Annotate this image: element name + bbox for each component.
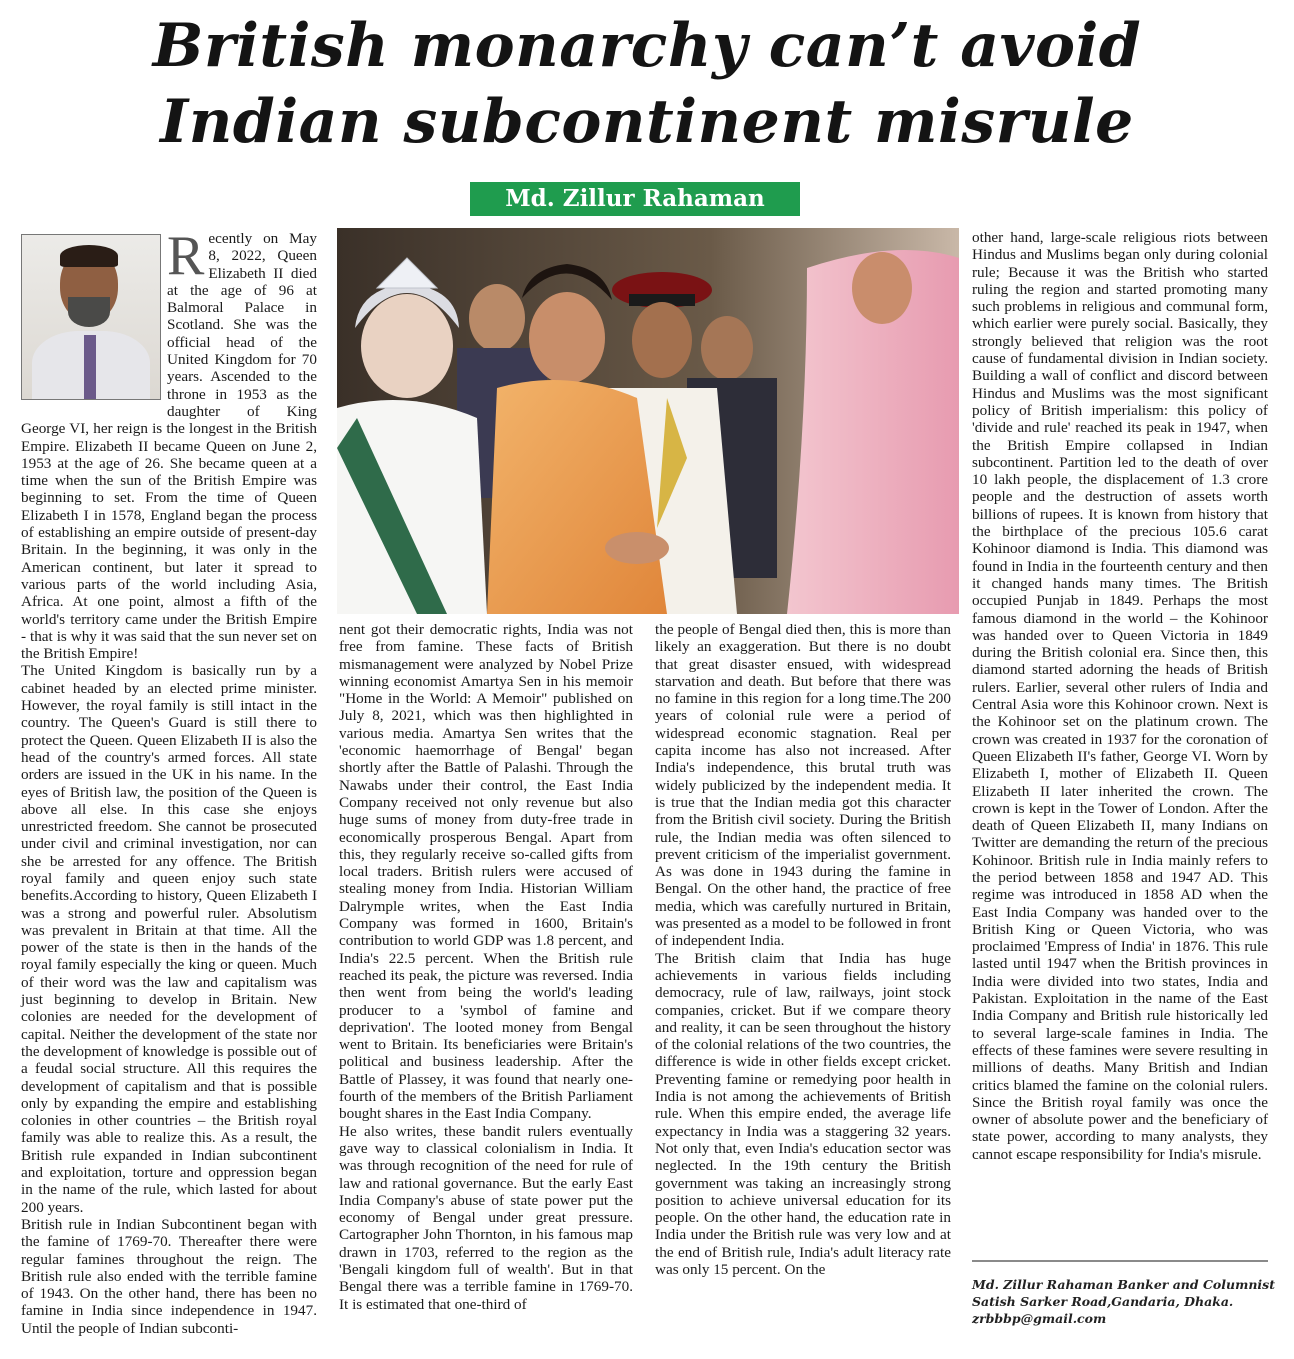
byline-badge: Md. Zillur Rahaman <box>470 182 800 216</box>
author-footer <box>972 1276 1275 1327</box>
paragraph: British rule in Indian Subcontinent began with the famine of 1769-70. Thereafter there were regular famines throughout the reign. The British rule also ended with the terrible famine of 1943. On the other hand, there has been no famine in India since independence in 1947. Until the people of Indian subconti- <box>21 1215 317 1337</box>
paragraph: ecently on May 8, 2022, Queen Elizabeth II died at the age of 96 at Balmoral Palace in Scotland. She was the official head of the United Kingdom for 70 years. Ascended to the throne in 1953 as the daughter of King George VI, her reign is the longest in the British Empire. Elizabeth II became Queen on June 2, 1953 at the age of 26. She became queen at a time when the sun of the British Empire was beginning to set. From the time of Queen Elizabeth I in 1578, England began the process of establishing an empire outside of present-day Britain. In the beginning, it was only in the American continent, but later it spread to various parts of the world including Asia, Africa. At one point, almost a fifth of the world's territory came under the British Empire - that is why it was said that the sun never set on the British Empire! <box>21 230 317 663</box>
paragraph: nent got their democratic rights, India was not free from famine. These facts of British mismanagement were analyzed by Nobel Prize winning economist Amartya Sen in his memoir "Home in the World: A Memoir" published on July 8, 2021, which was then highlighted in various media. Amartya Sen writes that the 'economic haemorrhage of Bengal' began shortly after the Battle of Palashi. Through the Nawabs under their control, the East India Company received not only revenue but also huge sums of money from duty-free trade in economically prosperous Bengal. Apart from this, they regularly receive so-called gifts from local traders. British rulers were accused of stealing money from India. Historian William Dalrymple writes, when the East India Company was formed in 1600, Britain's contribution to world GDP was 1.8 percent, and India's 22.5 percent. When the British rule reached its peak, the picture was reversed. India then went from being the world's leading producer to a 'symbol of famine and deprivation'. The looted money from Bengal went to Britain. Its beneficiaries were Britain's political and business leadership. After the Battle of Plassey, it was found that nearly one-fourth of the members of the British Parliament bought shares in the East India Company. <box>339 621 633 1123</box>
paragraph: The British claim that India has huge achievements in various fields including democracy, rule of law, railways, joint stock companies, cricket. But if we compare theory and reality, it can be seen throughout the history of the colonial relations of the two countries, the difference is wide in other fields except cricket. Preventing famine or remedying poor health in India is not among the achievements of British rule. When this empire ended, the average life expectancy in India was a staggering 32 years. Not only that, even India's education sector was neglected. In the 19th century the British government was taking an increasingly strong position to achieve universal education for its people. On the other hand, the education rate in India under the British rule was very low and at the end of British rule, India's adult literacy rate was only 15 percent. On the <box>655 949 951 1278</box>
article-column-2 <box>339 621 633 1313</box>
article-column-3 <box>655 621 951 1278</box>
paragraph: other hand, large-scale religious riots between Hindus and Muslims began only during colonial rule; Because it was the British who started ruling the region and started promoting many such problems in religious and communal form, which earlier were purely social. Basically, they strongly believed that religion was the root cause of fundamental division in Indian society. Building a wall of conflict and discord between Hindus and Muslims was the most significant policy of British imperialism: this policy of 'divide and rule' reached its peak in 1947, when the British Empire collapsed in Indian subcontinent. Partition led to the death of over 10 lakh people, the displacement of 1.3 crore people and the destruction of assets worth billions of rupees. It is known from history that the birthplace of the precious 105.6 carat Kohinoor diamond is India. This diamond was found in India in the fourteenth century and then it changed hands many times. The British occupied Punjab in 1849. Perhaps the most famous diamond in the world – the Kohinoor was handed over to Queen Victoria in 1849 during the British colonial era. Since then, this diamond started adorning the heads of British rulers. Earlier, several other rulers of India and Central Asia wore this Kohinoor crown. Next is the Kohinoor set on the platinum crown. The crown was created in 1937 for the coronation of Queen Elizabeth II's father, George VI. Worn by Elizabeth I, mother of Elizabeth II. Queen Elizabeth II later inherited the crown. The crown is kept in the Tower of London. After the death of Queen Elizabeth II, many Indians on Twitter are demanding the return of the precious Kohinoor. British rule in India mainly refers to the period between 1858 and 1947 AD. This regime was introduced in 1858 AD when the East India Company was handed over to the British King or Queen Victoria, who was proclaimed 'Empress of India' in 1876. This rule lasted until 1947 when the British provinces in India were divided into two states, India and Pakistan. Exploitation in the name of the East India Company and British rule historically led to several large-scale famines in India. The effects of these famines were severe resulting in millions of deaths. Many British and Indian critics blamed the famine on the colonial rulers. Since the British royal family was once the owner of absolute power and the beneficiary of state power, according to many analysts, they cannot escape responsibility for India's misrule. <box>972 229 1268 1163</box>
article-column-4 <box>972 229 1268 1163</box>
drop-cap: R <box>167 225 205 287</box>
article-column-1 <box>21 225 317 1337</box>
headline <box>0 8 1294 160</box>
footer-divider <box>972 1260 1268 1262</box>
paragraph: The United Kingdom is basically run by a cabinet headed by an elected prime minister. However, the royal family is still intact in the country. The Queen's Guard is still there to protect the Queen. Queen Elizabeth II is also the head of the country's armed forces. All state orders are issued in the UK in his name. In the eyes of British law, the position of the Queen is above all else. In this case she enjoys unrestricted freedom. She cannot be prosecuted under civil and criminal investigation, nor can she be arrested for any offence. The British royal family and queen enjoy such state benefits.According to history, Queen Elizabeth I was a strong and powerful ruler. Absolutism was prevalent in Britain at that time. All the power of the state is then in the hands of the royal family especially the king or queen. Much of their word was the law and capitalism was just beginning to develop in Britain. New colonies are needed for the development of capital. Neither the development of the state nor the development of knowledge is possible out of a feudal social structure. All this requires the development of capitalism and that is possible only by expanding the empire and establishing colonies in other countries – the British royal family was able to realize this. As a result, the British rule expanded in Indian subcontinent and exploitation, torture and oppression began in the name of the rule, which lasted for about 200 years. <box>21 662 317 1216</box>
paragraph: the people of Bengal died then, this is more than likely an exaggeration. But there is no doubt that great disaster ensued, with widespread starvation and death. But before that there was no famine in this region for a long time.The 200 years of colonial rule were a period of widespread economic stagnation. Real per capita income has also not increased. After India's independence, this brutal truth was widely publicized by the independent media. It is true that the Indian media got this character from the British civil society. During the British rule, the Indian media was often silenced to prevent criticism of the imperialist government. As was done in 1943 during the famine in Bengal. On the other hand, the practice of free media, which was carefully nurtured in Britain, was presented as a model to be followed in front of independent India. <box>655 621 951 950</box>
headline-line-2: Indian subcontinent misrule <box>160 87 1134 157</box>
author-credit: Md. Zillur Rahaman Banker and Columnist <box>972 1277 1275 1292</box>
headline-line-1: British monarchy can’t avoid <box>152 11 1142 81</box>
paragraph: He also writes, these bandit rulers eventually gave way to classical colonialism in India. It was through recognition of the need for rule of law and rational governance. But the early East India Company's abuse of state power put the economy of Bengal under great pressure. Cartographer John Thornton, in his famous map drawn in 1703, referred to the region as the 'Bengali kingdom full of wealth'. But in that Bengal there was a terrible famine in 1769-70. It is estimated that one-third of <box>339 1122 633 1313</box>
article-photo <box>337 228 959 614</box>
photo-illustration <box>337 228 959 614</box>
author-portrait <box>21 234 161 400</box>
author-address: Satish Sarker Road,Gandaria, Dhaka. <box>972 1294 1234 1309</box>
author-email: zrbbbp@gmail.com <box>972 1311 1107 1326</box>
